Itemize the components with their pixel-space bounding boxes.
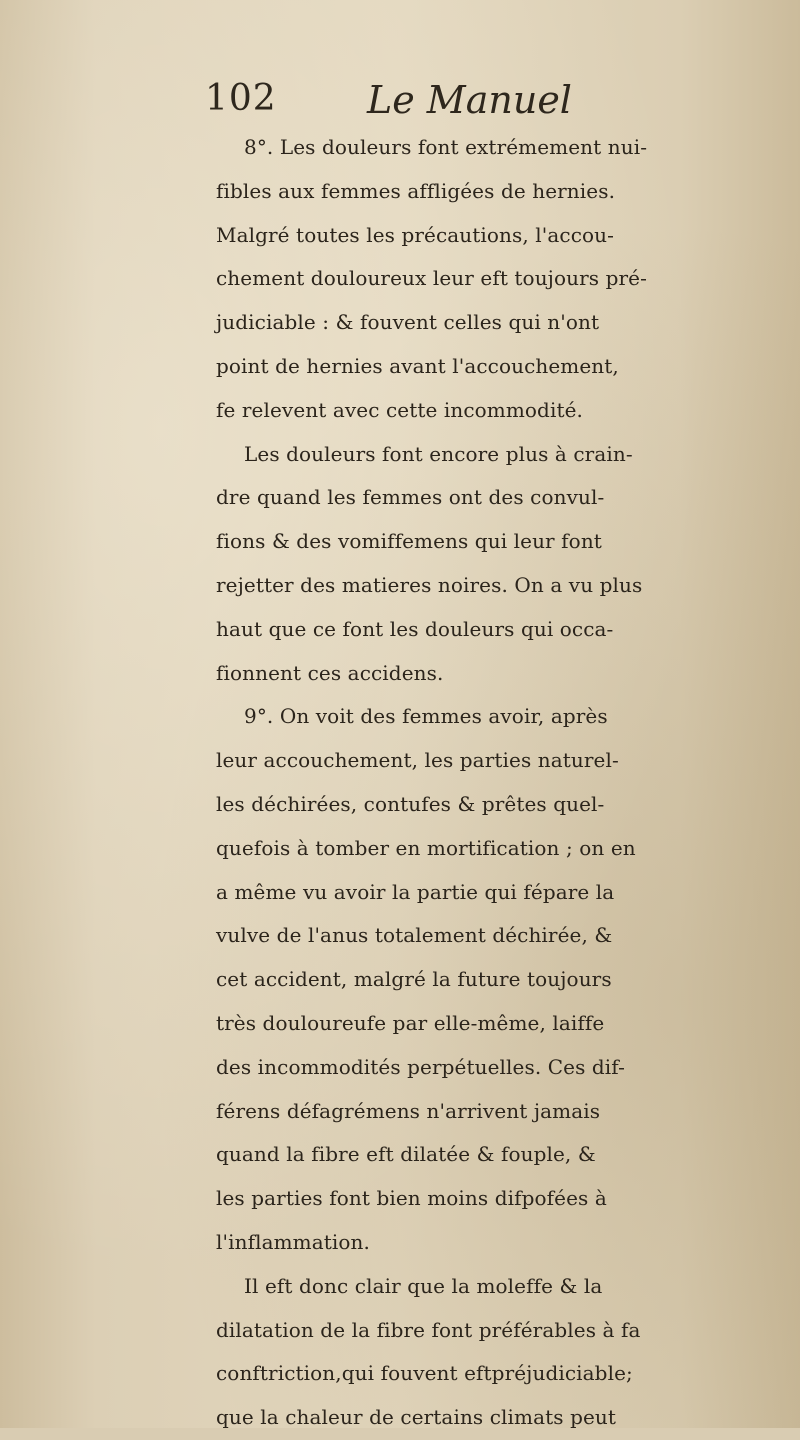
text-line: rejetter des matieres noires. On a vu plus bbox=[216, 572, 643, 597]
text-line: férens défagrémens n'arrivent jamais bbox=[216, 1098, 601, 1123]
text-line: judiciable : & fouvent celles qui n'ont bbox=[216, 310, 600, 335]
body-text bbox=[216, 126, 796, 1440]
text-line: fibles aux femmes affligées de hernies. bbox=[216, 178, 616, 203]
text-line: très douloureufe par elle-même, laiffe bbox=[216, 1010, 605, 1035]
text-line: leur accouchement, les parties naturel- bbox=[216, 748, 619, 773]
page-number: 102 bbox=[205, 78, 277, 119]
text-line: point de hernies avant l'accouchement, bbox=[216, 353, 619, 378]
text-line: conftriction,qui fouvent eftpréjudiciable; bbox=[216, 1361, 633, 1386]
text-line: l'inflammation. bbox=[216, 1229, 370, 1254]
text-line: dre quand les femmes ont des convul- bbox=[216, 485, 605, 510]
text-line: fions & des vomiffemens qui leur font bbox=[216, 529, 602, 554]
text-line: fionnent ces accidens. bbox=[216, 660, 444, 685]
text-line: quand la fibre eft dilatée & fouple, & bbox=[216, 1142, 596, 1167]
text-line: Il eft donc clair que la moleffe & la bbox=[244, 1273, 603, 1298]
text-line: 8°. Les douleurs font extrémement nui- bbox=[244, 135, 648, 159]
text-line: cet accident, malgré la future toujours bbox=[216, 967, 612, 992]
text-line: quefois à tomber en mortification ; on en bbox=[216, 835, 636, 860]
text-line: que la chaleur de certains climats peut bbox=[216, 1405, 617, 1430]
text-line: fe relevent avec cette incommodité. bbox=[216, 397, 583, 422]
text-line: des incommodités perpétuelles. Ces dif- bbox=[216, 1054, 625, 1079]
text-line: les parties font bien moins difpofées à bbox=[216, 1186, 607, 1211]
text-line: 9°. On voit des femmes avoir, après bbox=[244, 704, 608, 729]
text-line: vulve de l'anus totalement déchirée, & bbox=[216, 923, 613, 948]
text-line: haut que ce font les douleurs qui occa- bbox=[216, 616, 614, 641]
text-line: a même vu avoir la partie qui fépare la bbox=[216, 879, 615, 904]
text-line: Malgré toutes les précautions, l'accou- bbox=[216, 222, 615, 247]
running-title: Le Manuel bbox=[367, 78, 572, 122]
text-line: Les douleurs font encore plus à crain- bbox=[244, 441, 633, 466]
text-line: les déchirées, contufes & prêtes quel- bbox=[216, 791, 605, 816]
text-line: dilatation de la fibre font préférables à fa bbox=[216, 1317, 641, 1342]
page-header bbox=[205, 78, 625, 122]
text-line: chement douloureux leur eft toujours pré- bbox=[216, 266, 647, 291]
